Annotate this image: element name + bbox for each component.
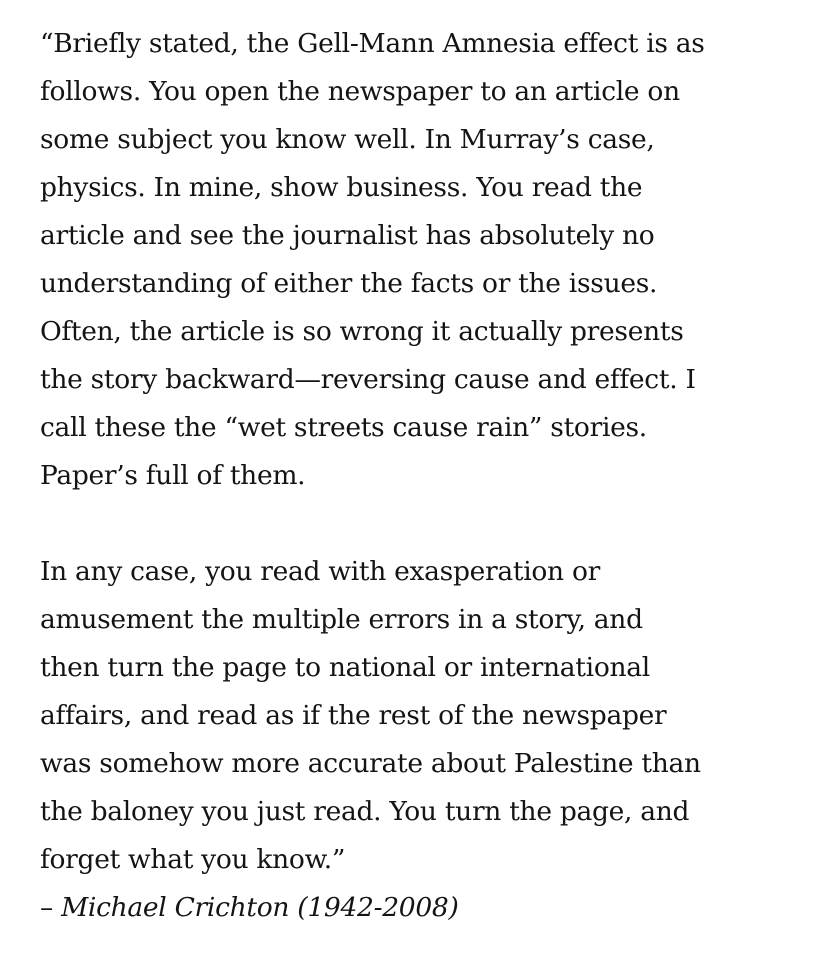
quote-block (40, 20, 800, 932)
attribution-author: Michael Crichton (1942-2008) (61, 892, 459, 923)
attribution-dash: – (40, 892, 62, 923)
attribution (40, 884, 800, 932)
quote-paragraph-1: “Briefly stated, the Gell-Mann Amnesia effect is as follows. You open the newspaper to an article on some subject you know well. In Murray’s case, physics. In mine, show business. You read the article and see the journalist has absolutely no understanding of either the facts or the issues. Often, the article is so wrong it actually presents the story backward—reversing cause and effect. I call these the “wet streets cause rain” stories. Paper’s full of them. (40, 28, 705, 491)
quote-paragraph-2: In any case, you read with exasperation or amusement the multiple errors in a story, and then turn the page to national or international affairs, and read as if the rest of the newspaper was somehow more accurate about Palestine than the baloney you just read. You turn the page, and forget what you know.” (40, 556, 701, 875)
